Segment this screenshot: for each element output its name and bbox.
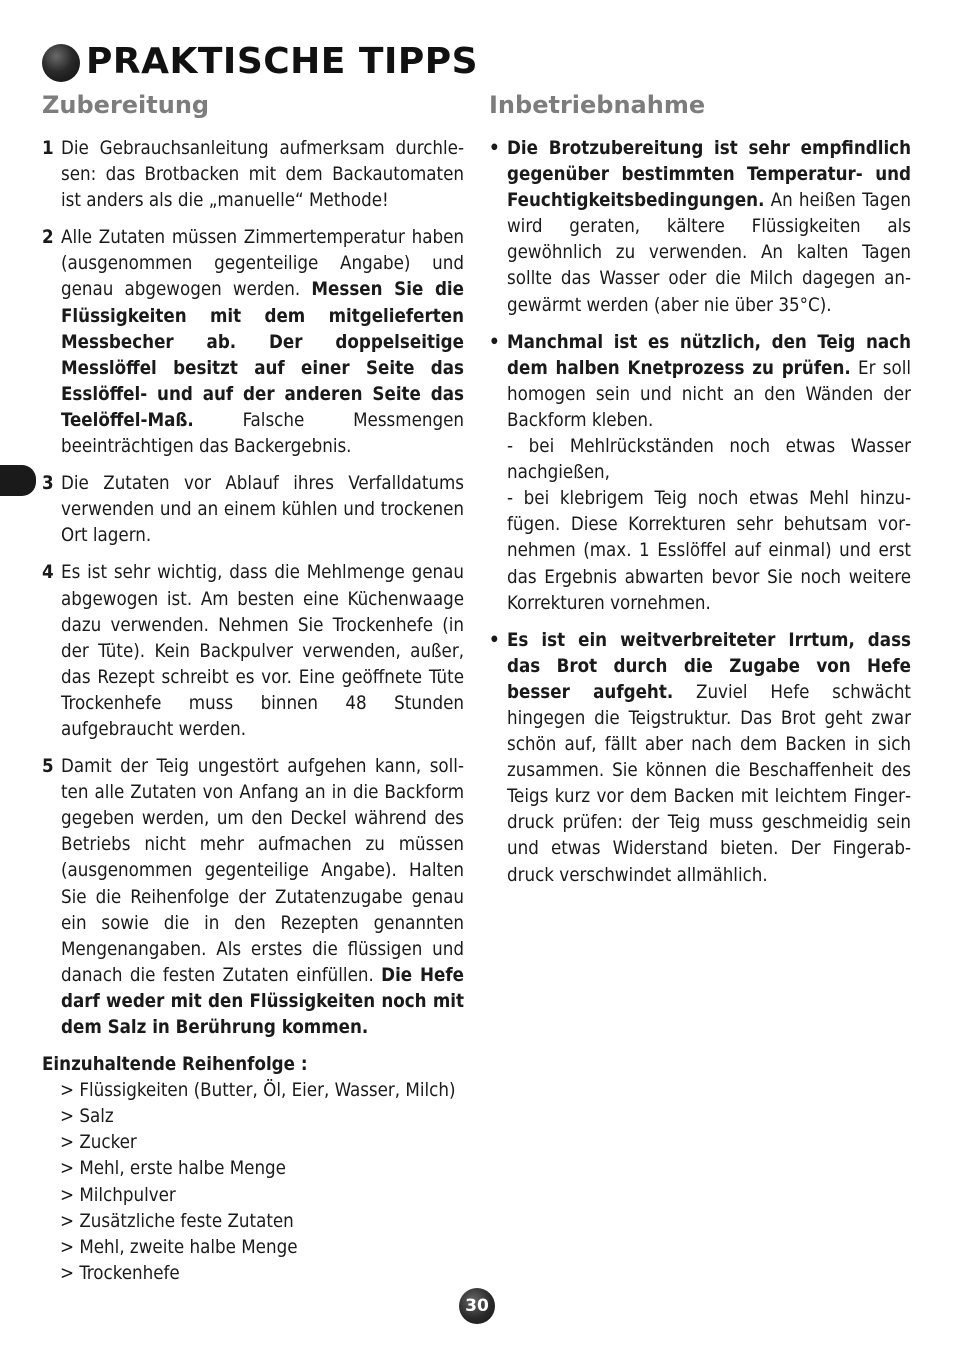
text-run: An heißen Tagen wird geraten, kältere Flüssigkeiten als gewöhnlich zu verwenden. An kalten Tagen sollte das Wasser oder die Milch dagegen angewärmt werden (aber nie über 35°C). bbox=[507, 190, 911, 316]
numbered-item bbox=[42, 136, 464, 214]
bullet-paragraph bbox=[507, 330, 911, 434]
order-heading: Einzuhaltende Reihenfolge : bbox=[42, 1054, 308, 1076]
text-run: - bei klebrigem Teig noch etwas Mehl hinzufügen. Diese Korrekturen sehr behutsam vornehmen (max. 1 Esslöffel auf einmal) und erst das Ergebnis abwarten bevor Sie noch weitere Korrekturen vornehmen. bbox=[507, 488, 911, 614]
bold-text: Die Brotzubereitung ist sehr empfindlich gegenüber bestimmten Temperatur- und Feuchtigkeitsbedingungen. bbox=[507, 138, 911, 212]
bullet-text bbox=[507, 136, 911, 319]
text-run: Die Zutaten vor Ablauf ihres Verfalldatums verwenden und an einem kühlen und trockenen Ort lagern. bbox=[61, 473, 464, 547]
section-heading-zubereitung: Zubereitung bbox=[42, 91, 210, 119]
left-column bbox=[42, 90, 464, 1287]
order-step: > Mehl, zweite halbe Menge bbox=[60, 1236, 298, 1258]
numbered-item bbox=[42, 560, 464, 743]
numbered-item bbox=[42, 754, 464, 1041]
order-step: > Flüssigkeiten (Butter, Öl, Eier, Wasser, Milch) bbox=[60, 1080, 456, 1102]
page-header bbox=[42, 40, 478, 82]
bold-text: Messen Sie die Flüssigkeiten mit dem mitgelieferten Messbecher ab. Der doppelseitige Messlöffel besitzt auf einer Seite das Esslöffel- und auf der anderen Seite das Teelöffel-Maß. bbox=[61, 279, 464, 431]
item-text bbox=[61, 560, 464, 743]
right-column bbox=[489, 90, 911, 900]
item-number: 3 bbox=[42, 473, 54, 495]
item-number: 1 bbox=[42, 138, 54, 159]
item-text bbox=[61, 471, 464, 549]
text-run: Die Gebrauchsanleitung aufmerksam durchlesen: das Brotbacken mit dem Backautomaten ist anders als die „manuelle“ Methode! bbox=[61, 138, 464, 212]
bullet-item bbox=[489, 628, 911, 889]
item-text bbox=[61, 754, 464, 1041]
page-title: PRAKTISCHE TIPPS bbox=[86, 40, 479, 82]
bold-text: Die Hefe darf weder mit den Flüssigkeiten noch mit dem Salz in Berührung kommen. bbox=[61, 964, 464, 1038]
text-run: Falsche Messmengen beeinträchtigen das Backergebnis. bbox=[61, 409, 464, 458]
order-step: > Zusätzliche feste Zutaten bbox=[60, 1210, 294, 1232]
order-step: > Trockenhefe bbox=[60, 1262, 180, 1284]
section-tab-marker bbox=[0, 465, 36, 496]
item-number: 5 bbox=[42, 756, 54, 778]
item-number: 4 bbox=[42, 562, 54, 584]
bullet-item bbox=[489, 136, 911, 319]
text-run: Damit der Teig ungestört aufgehen kann, sollten alle Zutaten von Anfang an in die Backform gegeben werden, um den Deckel während des Betriebs nicht mehr aufmachen zu müssen (ausgenommen gegenteilige Angabe). Halten Sie die Reihenfolge der Zutatenzugabe genau ein sowie die in den Rezepten genannten Mengenangaben. Als erstes die flüssigen und danach die festen Zutaten einfüllen. bbox=[61, 756, 464, 986]
item-text bbox=[61, 136, 464, 214]
bold-text: Es ist ein weitverbreiteter Irrtum, dass das Brot durch die Zugabe von Hefe besser aufgeht. bbox=[507, 629, 911, 703]
item-number: 2 bbox=[42, 227, 54, 249]
order-step: > Salz bbox=[60, 1106, 114, 1128]
bullet-paragraph bbox=[507, 628, 911, 889]
text-run: Es ist sehr wichtig, dass die Mehlmenge genau abgewogen ist. Am besten eine Küchenwaage dazu verwenden. Nehmen Sie Trockenhefe (in der Tüte). Kein Backpulver verwenden, außer, das Rezept schreibt es vor. Eine geöffnete Tüte Trockenhefe muss binnen 48 Stunden aufgebraucht werden. bbox=[61, 562, 464, 740]
bullet-list bbox=[489, 136, 911, 889]
bullet-text bbox=[507, 330, 911, 617]
text-run: Er soll homogen sein und nicht an den Wänden der Backform kleben. bbox=[507, 357, 911, 431]
bullet-item bbox=[489, 330, 911, 617]
bullet-dot-icon: • bbox=[489, 138, 500, 159]
bold-text: Manchmal ist es nützlich, den Teig nach dem halben Knetprozess zu prüfen. bbox=[507, 331, 911, 379]
order-step: > Zucker bbox=[60, 1132, 137, 1154]
order-step: > Mehl, erste halbe Menge bbox=[60, 1158, 286, 1180]
bullet-dot-icon: • bbox=[489, 331, 500, 353]
numbered-item bbox=[42, 471, 464, 549]
bullet-paragraph bbox=[507, 486, 911, 616]
title-bullet-icon bbox=[42, 44, 80, 82]
text-run: - bei Mehlrückständen noch etwas Wasser nachgießen, bbox=[507, 436, 911, 484]
order-list bbox=[42, 1078, 464, 1287]
numbered-list bbox=[42, 136, 464, 1041]
bullet-paragraph bbox=[507, 136, 911, 319]
section-heading-inbetriebnahme: Inbetriebnahme bbox=[489, 91, 706, 119]
item-text bbox=[61, 225, 464, 460]
text-run: Alle Zutaten müssen Zimmertemperatur haben (ausgenommen gegenteilige Angabe) und genau abgewogen werden. bbox=[61, 227, 464, 301]
order-step: > Milchpulver bbox=[60, 1184, 176, 1206]
numbered-item bbox=[42, 225, 464, 460]
bullet-dot-icon: • bbox=[489, 629, 500, 651]
bullet-paragraph bbox=[507, 434, 911, 486]
text-run: Zuviel Hefe schwächt hingegen die Teigstruktur. Das Brot geht zwar schön auf, fällt aber nach dem Backen in sich zusammen. Sie können die Beschaffenheit des Teigs kurz vor dem Backen mit leichtem Fingerdruck prüfen: der Teig muss geschmeidig sein und etwas Widerstand bieten. Der Fingerabdruck verschwindet allmählich. bbox=[507, 681, 911, 886]
bullet-text bbox=[507, 628, 911, 889]
page-number-badge: 30 bbox=[459, 1288, 495, 1324]
